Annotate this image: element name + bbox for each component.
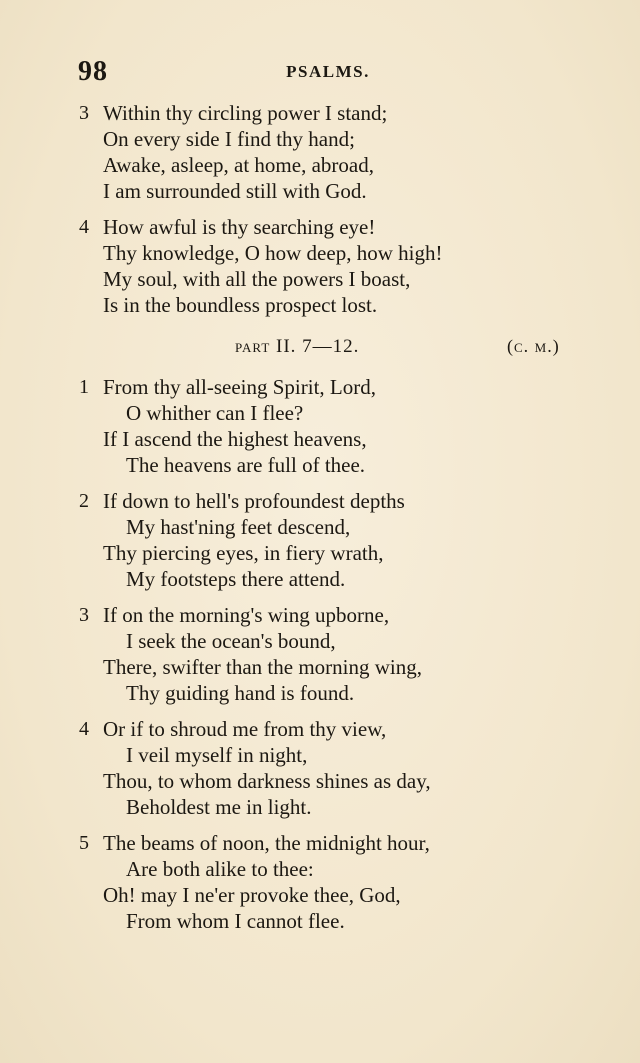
verse-text: I am surrounded still with God. bbox=[103, 179, 367, 203]
verse-line bbox=[0, 240, 640, 266]
stanza-number: 4 bbox=[79, 718, 89, 740]
verse-line bbox=[0, 830, 640, 856]
verse-text: Thy guiding hand is found. bbox=[126, 681, 355, 705]
stanza-number: 3 bbox=[79, 604, 89, 626]
stanza-number: 2 bbox=[79, 490, 89, 512]
stanza-4 bbox=[0, 214, 640, 318]
stanza-1 bbox=[0, 374, 640, 478]
verse-line bbox=[0, 426, 640, 452]
verse-text: O whither can I flee? bbox=[126, 401, 304, 425]
verse-line bbox=[0, 100, 640, 126]
stanza-number: 1 bbox=[79, 376, 89, 398]
verse-line bbox=[0, 680, 640, 706]
verse-text: Thou, to whom darkness shines as day, bbox=[103, 769, 431, 793]
hymn-body bbox=[0, 100, 640, 944]
verse-line bbox=[0, 654, 640, 680]
verse-line bbox=[0, 266, 640, 292]
verse-line bbox=[0, 178, 640, 204]
verse-text: My footsteps there attend. bbox=[126, 567, 346, 591]
verse-line bbox=[0, 908, 640, 934]
verse-text: On every side I find thy hand; bbox=[103, 127, 355, 151]
verse-text: There, swifter than the morning wing, bbox=[103, 655, 422, 679]
verse-line bbox=[0, 794, 640, 820]
verse-line bbox=[0, 514, 640, 540]
verse-text: Thy knowledge, O how deep, how high! bbox=[103, 241, 443, 265]
verse-line bbox=[0, 628, 640, 654]
verse-text: Beholdest me in light. bbox=[126, 795, 312, 819]
verse-text: Is in the boundless prospect lost. bbox=[103, 293, 378, 317]
verse-text: Or if to shroud me from thy view, bbox=[103, 717, 387, 741]
verse-line bbox=[0, 540, 640, 566]
verse-text: The beams of noon, the midnight hour, bbox=[103, 831, 430, 855]
stanza-2 bbox=[0, 488, 640, 592]
stanza-number: 3 bbox=[79, 102, 89, 124]
verse-text: Thy piercing eyes, in fiery wrath, bbox=[103, 541, 384, 565]
verse-line bbox=[0, 566, 640, 592]
verse-line bbox=[0, 856, 640, 882]
stanza-3 bbox=[0, 100, 640, 204]
verse-text: Awake, asleep, at home, abroad, bbox=[103, 153, 374, 177]
verse-text: From whom I cannot flee. bbox=[126, 909, 345, 933]
verse-line bbox=[0, 716, 640, 742]
verse-line bbox=[0, 374, 640, 400]
part-heading bbox=[0, 332, 640, 366]
verse-text: If I ascend the highest heavens, bbox=[103, 427, 367, 451]
verse-line bbox=[0, 488, 640, 514]
verse-text: I veil myself in night, bbox=[126, 743, 308, 767]
verse-line bbox=[0, 742, 640, 768]
stanza-5 bbox=[0, 830, 640, 934]
stanza-number: 5 bbox=[79, 832, 89, 854]
verse-text: From thy all-seeing Spirit, Lord, bbox=[103, 375, 376, 399]
verse-text: Are both alike to thee: bbox=[126, 857, 314, 881]
meter-label: (c. m.) bbox=[507, 336, 560, 356]
verse-text: If down to hell's profoundest depths bbox=[103, 489, 405, 513]
page-number: 98 bbox=[78, 56, 108, 87]
verse-text: The heavens are full of thee. bbox=[126, 453, 366, 477]
verse-text: My soul, with all the powers I boast, bbox=[103, 267, 411, 291]
verse-line bbox=[0, 768, 640, 794]
verse-text: Oh! may I ne'er provoke thee, God, bbox=[103, 883, 401, 907]
verse-line bbox=[0, 882, 640, 908]
verse-line bbox=[0, 214, 640, 240]
stanza-number: 4 bbox=[79, 216, 89, 238]
stanza-4b bbox=[0, 716, 640, 820]
verse-line bbox=[0, 292, 640, 318]
verse-text: Within thy circling power I stand; bbox=[103, 101, 388, 125]
verse-line bbox=[0, 152, 640, 178]
verse-text: I seek the ocean's bound, bbox=[126, 629, 336, 653]
running-head: PSALMS. bbox=[286, 62, 370, 81]
verse-text: How awful is thy searching eye! bbox=[103, 215, 376, 239]
verse-line bbox=[0, 452, 640, 478]
verse-line bbox=[0, 126, 640, 152]
verse-text: My hast'ning feet descend, bbox=[126, 515, 351, 539]
page-header bbox=[78, 56, 578, 88]
verse-text: If on the morning's wing upborne, bbox=[103, 603, 390, 627]
verse-line bbox=[0, 602, 640, 628]
part-title: part II. 7—12. bbox=[235, 336, 360, 357]
verse-line bbox=[0, 400, 640, 426]
stanza-3b bbox=[0, 602, 640, 706]
